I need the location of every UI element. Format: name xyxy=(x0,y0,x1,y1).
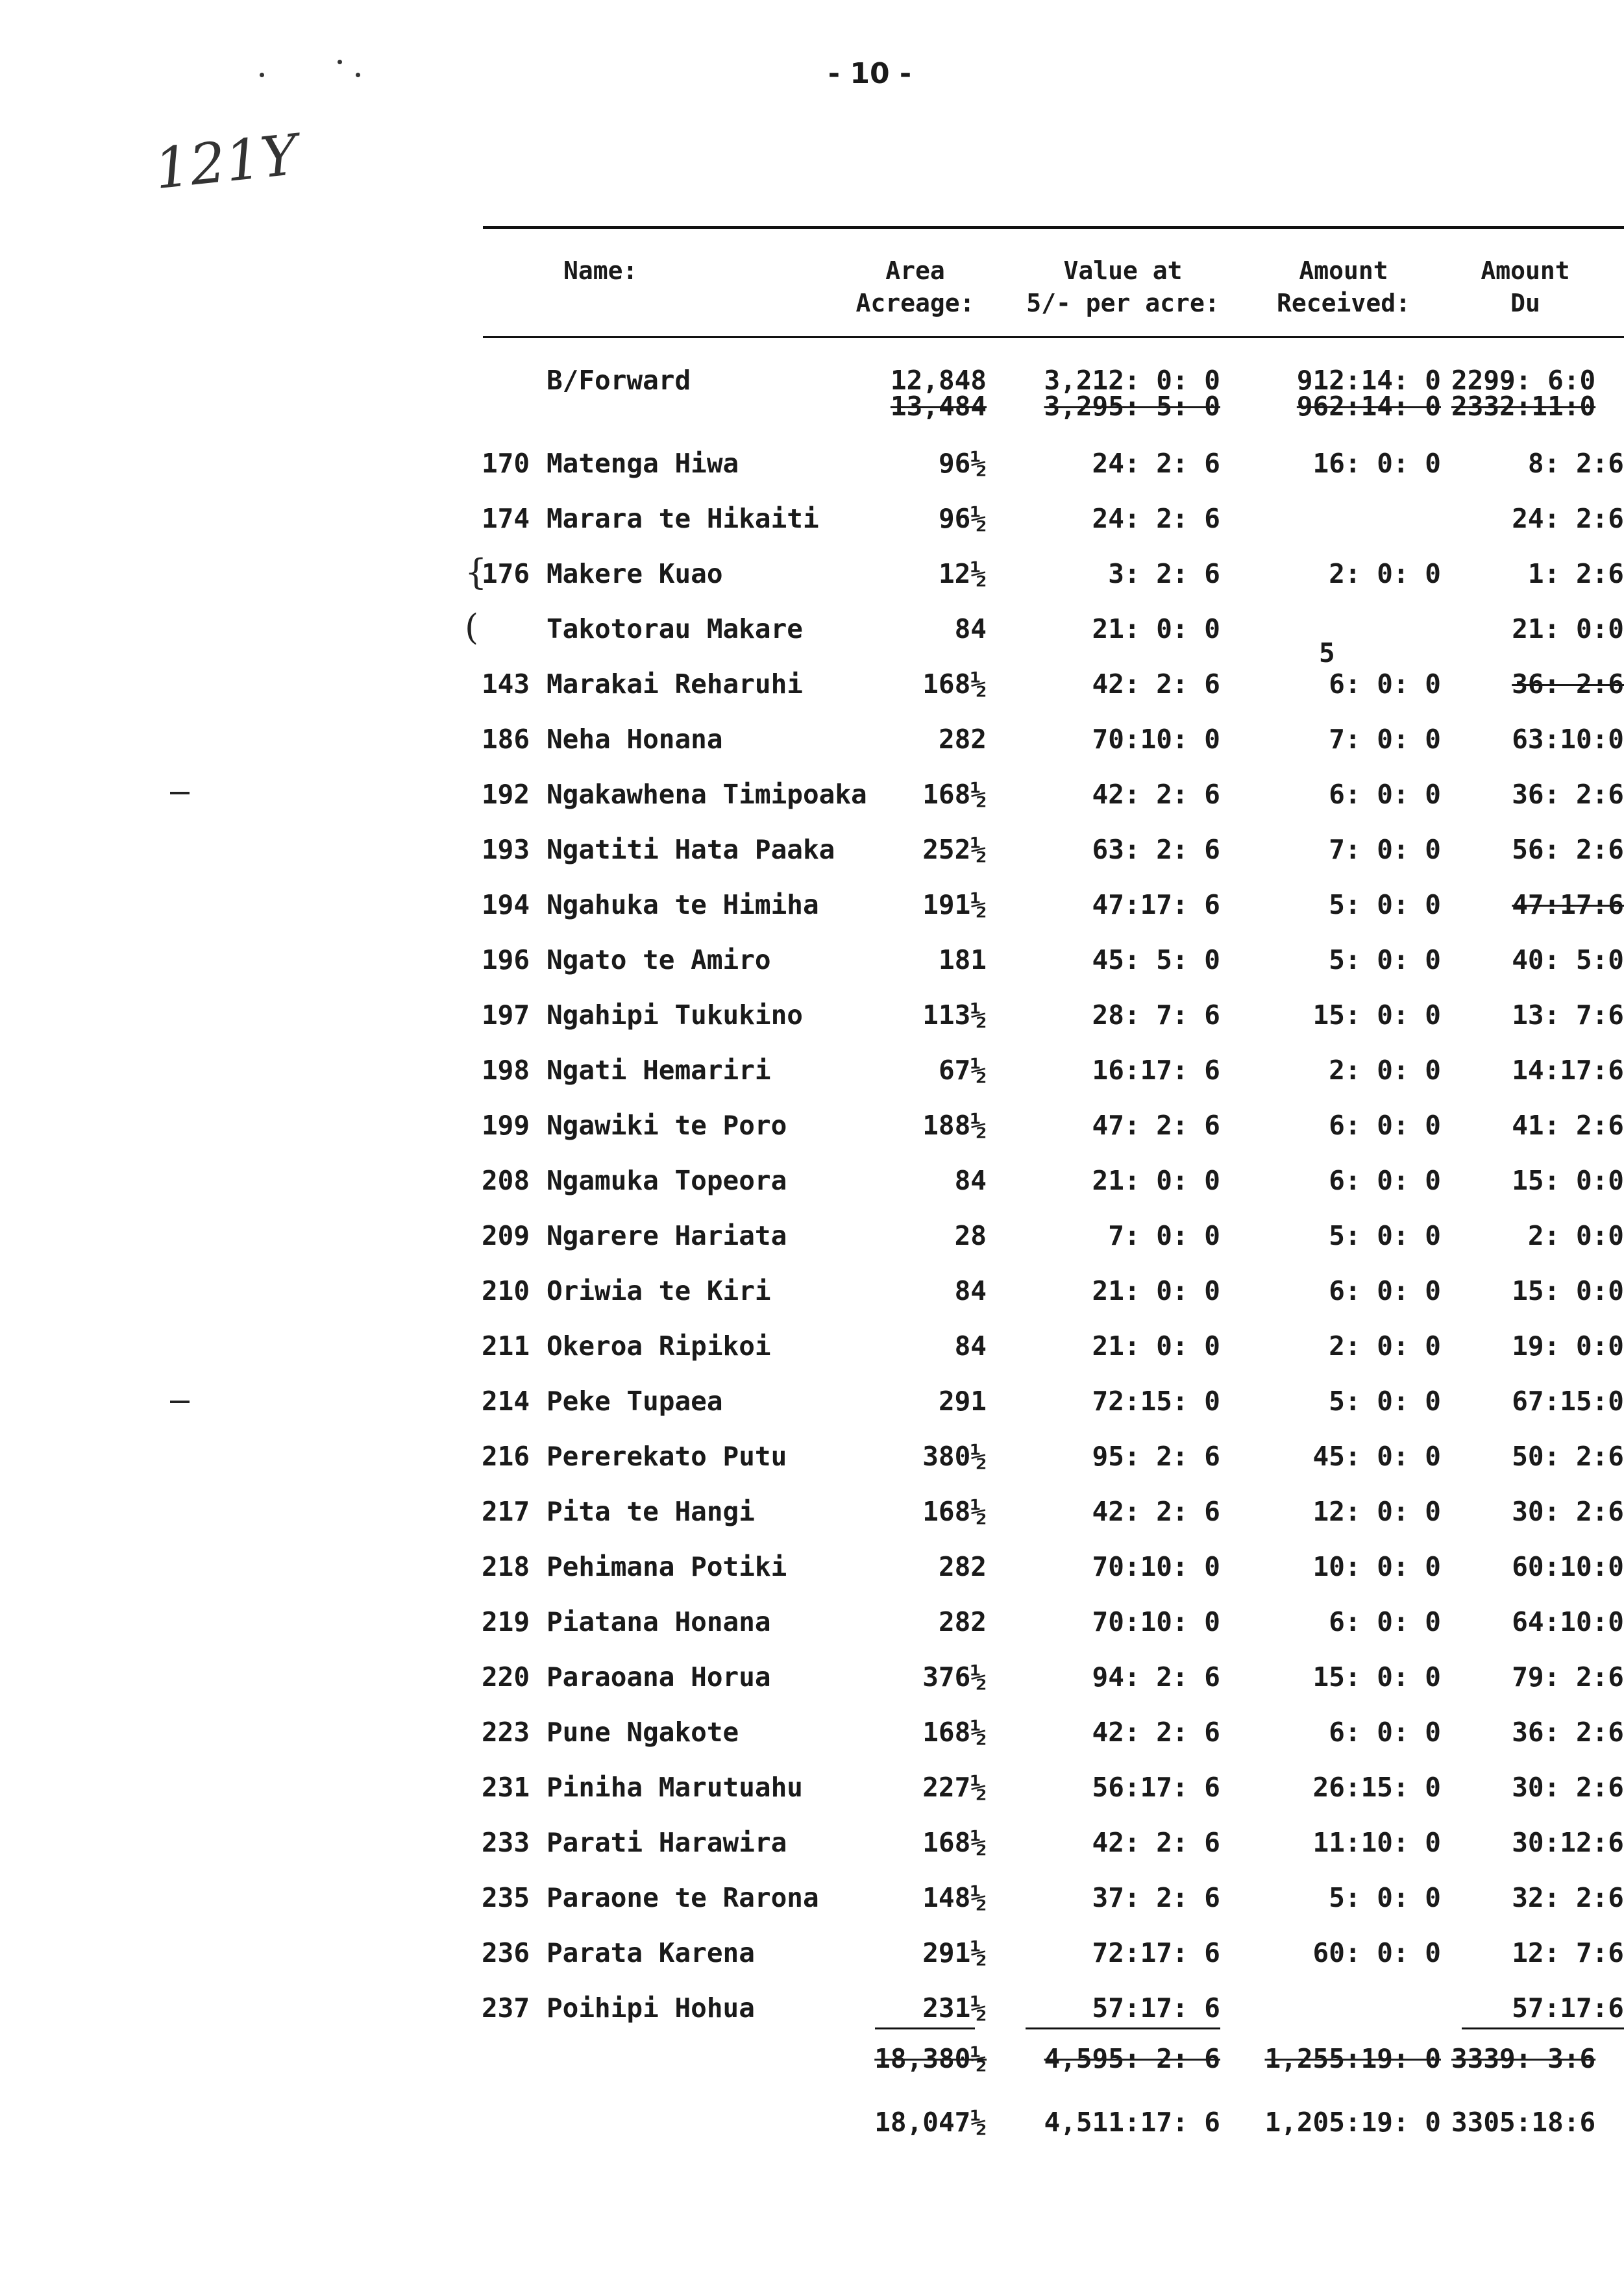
row-value: 47:17: 6 xyxy=(1092,889,1220,920)
row-area: 168½ xyxy=(922,1496,987,1527)
total-line-value xyxy=(1026,2027,1220,2029)
row-number: 210 xyxy=(482,1275,530,1306)
row-area: 28 xyxy=(954,1220,987,1251)
row-area: 96½ xyxy=(938,503,987,534)
row-value: 57:17: 6 xyxy=(1092,1992,1220,2024)
row-value: 37: 2: 6 xyxy=(1092,1882,1220,1913)
row-due: 64:10:0 xyxy=(1512,1606,1624,1637)
row-due: 24: 2:6 xyxy=(1512,503,1624,534)
row-name: Ngarere Hariata xyxy=(547,1220,787,1251)
row-number: 233 xyxy=(482,1827,530,1858)
row-due: 2: 0:0 xyxy=(1527,1220,1624,1251)
row-number: 176 xyxy=(482,558,530,589)
row-number: 231 xyxy=(482,1772,530,1803)
row-received: 11:10: 0 xyxy=(1312,1827,1441,1858)
row-area: 282 xyxy=(938,724,987,755)
row-area: 96½ xyxy=(938,448,987,479)
row-received: 26:15: 0 xyxy=(1312,1772,1441,1803)
row-received: 2: 0: 0 xyxy=(1329,1330,1441,1362)
row-number: 216 xyxy=(482,1441,530,1472)
row-number: 193 xyxy=(482,834,530,865)
row-area: 181 xyxy=(938,944,987,975)
row-name: Peke Tupaea xyxy=(547,1386,723,1417)
row-number: 192 xyxy=(482,779,530,810)
total-value: 4,511:17: 6 xyxy=(1044,2107,1220,2138)
row-area: 188½ xyxy=(922,1110,987,1141)
row-area: 168½ xyxy=(922,1827,987,1858)
row-received: 6: 0: 0 xyxy=(1329,1717,1441,1748)
row-received: 45: 0: 0 xyxy=(1312,1441,1441,1472)
row-due: 41: 2:6 xyxy=(1512,1110,1624,1141)
row-due: 40: 5:0 xyxy=(1512,944,1624,975)
row-number: 219 xyxy=(482,1606,530,1637)
total-due: 3305:18:6 xyxy=(1451,2107,1596,2138)
row-received: 5: 0: 0 xyxy=(1329,1882,1441,1913)
row-name: Parati Harawira xyxy=(547,1827,787,1858)
row-value: 47: 2: 6 xyxy=(1092,1110,1220,1141)
row-received: 6: 0: 0 xyxy=(1329,1275,1441,1306)
row-due: 13: 7:6 xyxy=(1512,999,1624,1031)
row-due: 67:15:0 xyxy=(1512,1386,1624,1417)
row-due: 50: 2:6 xyxy=(1512,1441,1624,1472)
row-value: 28: 7: 6 xyxy=(1092,999,1220,1031)
row-name: Pererekato Putu xyxy=(547,1441,787,1472)
row-number: 214 xyxy=(482,1386,530,1417)
header-received: Amount Received: xyxy=(1277,256,1410,317)
row-due: 63:10:0 xyxy=(1512,724,1624,755)
row-area: 113½ xyxy=(922,999,987,1031)
bf-received-struck: 962:14: 0 xyxy=(1296,391,1441,422)
row-name: Ngato te Amiro xyxy=(547,944,771,975)
row-number: 174 xyxy=(482,503,530,534)
row-name: Takotorau Makare xyxy=(547,613,803,644)
row-due: 36: 2:6 xyxy=(1512,779,1624,810)
row-number: 220 xyxy=(482,1661,530,1693)
total-line-due xyxy=(1462,2027,1624,2029)
bf-value: 3,212: 0: 0 xyxy=(1044,365,1220,396)
row-name: Pehimana Potiki xyxy=(547,1551,787,1582)
row-name: Ngawiki te Poro xyxy=(547,1110,787,1141)
total-struck-due: 3339: 3:6 xyxy=(1451,2043,1596,2074)
row-name: Pita te Hangi xyxy=(547,1496,755,1527)
stray-mark xyxy=(356,73,360,77)
header-due: Amount Du xyxy=(1481,256,1570,317)
row-area: 168½ xyxy=(922,779,987,810)
row-name: Neha Honana xyxy=(547,724,723,755)
row-name: Piniha Marutuahu xyxy=(547,1772,803,1803)
row-due: 36: 2:6 xyxy=(1512,1717,1624,1748)
row-value: 72:15: 0 xyxy=(1092,1386,1220,1417)
row-number: 194 xyxy=(482,889,530,920)
row-due: 32: 2:6 xyxy=(1512,1882,1624,1913)
row-due: 79: 2:6 xyxy=(1512,1661,1624,1693)
bf-area: 12,848 xyxy=(890,365,987,396)
row-area: 282 xyxy=(938,1551,987,1582)
bf-area-struck: 13,484 xyxy=(890,391,987,422)
row-area: 168½ xyxy=(922,668,987,700)
row-area: 191½ xyxy=(922,889,987,920)
row-value: 24: 2: 6 xyxy=(1092,503,1220,534)
row-number: 170 xyxy=(482,448,530,479)
total-line-area xyxy=(875,2027,975,2029)
row-received: 2: 0: 0 xyxy=(1329,1055,1441,1086)
row-received: 15: 0: 0 xyxy=(1312,999,1441,1031)
row-name: Ngakawhena Timipoaka xyxy=(547,779,867,810)
total-received: 1,205:19: 0 xyxy=(1264,2107,1441,2138)
row-received: 15: 0: 0 xyxy=(1312,1661,1441,1693)
row-area: 231½ xyxy=(922,1992,987,2024)
header-area: Area Acreage: xyxy=(855,256,975,317)
row-area: 376½ xyxy=(922,1661,987,1693)
bf-name: B/Forward xyxy=(547,365,691,396)
row-due: 60:10:0 xyxy=(1512,1551,1624,1582)
row-due: 1: 2:6 xyxy=(1527,558,1624,589)
row-number: 199 xyxy=(482,1110,530,1141)
bf-received: 912:14: 0 xyxy=(1296,365,1441,396)
row-due: 21: 0:0 xyxy=(1512,613,1624,644)
row-area: 148½ xyxy=(922,1882,987,1913)
row-area: 84 xyxy=(954,1275,987,1306)
header-value: Value at 5/- per acre: xyxy=(1026,256,1220,317)
bf-value-struck: 3,295: 5: 0 xyxy=(1044,391,1220,422)
row-value: 7: 0: 0 xyxy=(1108,1220,1220,1251)
row-received: 60: 0: 0 xyxy=(1312,1937,1441,1968)
row-number: 211 xyxy=(482,1330,530,1362)
row-area: 84 xyxy=(954,1165,987,1196)
row-name: Ngamuka Topeora xyxy=(547,1165,787,1196)
row-name: Parata Karena xyxy=(547,1937,755,1968)
table-top-rule xyxy=(483,226,1624,229)
row-number: 209 xyxy=(482,1220,530,1251)
row-value: 45: 5: 0 xyxy=(1092,944,1220,975)
row-received: 6: 0: 0 xyxy=(1329,1606,1441,1637)
row-name: Ngatiti Hata Paaka xyxy=(547,834,835,865)
row-value: 21: 0: 0 xyxy=(1092,1165,1220,1196)
row-area: 67½ xyxy=(938,1055,987,1086)
row-number: 235 xyxy=(482,1882,530,1913)
bf-due-struck: 2332:11:0 xyxy=(1451,391,1596,422)
row-due: 57:17:6 xyxy=(1512,1992,1624,2024)
total-struck-value: 4,595: 2: 6 xyxy=(1044,2043,1220,2074)
row-value: 70:10: 0 xyxy=(1092,724,1220,755)
row-received: 6: 0: 0 xyxy=(1329,779,1441,810)
row-received-correction: 5 xyxy=(1319,637,1335,668)
handwritten-note: 121Y xyxy=(151,122,301,202)
row-area: 252½ xyxy=(922,834,987,865)
row-name: Ngahuka te Himiha xyxy=(547,889,819,920)
row-value: 42: 2: 6 xyxy=(1092,1496,1220,1527)
row-value: 21: 0: 0 xyxy=(1092,613,1220,644)
row-area: 291 xyxy=(938,1386,987,1417)
row-number: 223 xyxy=(482,1717,530,1748)
row-value: 63: 2: 6 xyxy=(1092,834,1220,865)
row-area: 12½ xyxy=(938,558,987,589)
row-value: 42: 2: 6 xyxy=(1092,779,1220,810)
row-name: Marakai Reharuhi xyxy=(547,668,803,700)
row-area: 84 xyxy=(954,1330,987,1362)
row-value: 94: 2: 6 xyxy=(1092,1661,1220,1693)
row-name: Matenga Hiwa xyxy=(547,448,739,479)
row-due: 30: 2:6 xyxy=(1512,1496,1624,1527)
row-name: Paraoana Horua xyxy=(547,1661,771,1693)
header-name: Name: xyxy=(563,256,638,285)
row-value: 42: 2: 6 xyxy=(1092,1827,1220,1858)
row-name: Oriwia te Kiri xyxy=(547,1275,771,1306)
row-received: 6: 0: 0 xyxy=(1329,1165,1441,1196)
row-value: 72:17: 6 xyxy=(1092,1937,1220,1968)
row-area: 227½ xyxy=(922,1772,987,1803)
row-number: 218 xyxy=(482,1551,530,1582)
row-area: 84 xyxy=(954,613,987,644)
row-due: 56: 2:6 xyxy=(1512,834,1624,865)
row-value: 21: 0: 0 xyxy=(1092,1330,1220,1362)
stray-mark xyxy=(338,60,342,64)
row-due: 15: 0:0 xyxy=(1512,1165,1624,1196)
header-bottom-rule xyxy=(483,336,1624,338)
row-area: 291½ xyxy=(922,1937,987,1968)
row-number: 143 xyxy=(482,668,530,700)
row-received: 7: 0: 0 xyxy=(1329,834,1441,865)
row-received: 7: 0: 0 xyxy=(1329,724,1441,755)
row-bracket: ( xyxy=(465,607,479,648)
row-number: 208 xyxy=(482,1165,530,1196)
row-received: 5: 0: 0 xyxy=(1329,889,1441,920)
row-received: 5: 0: 0 xyxy=(1329,944,1441,975)
row-number: 198 xyxy=(482,1055,530,1086)
row-bracket: { xyxy=(465,552,487,593)
row-number: 196 xyxy=(482,944,530,975)
row-value: 21: 0: 0 xyxy=(1092,1275,1220,1306)
row-due: 47:17:6 xyxy=(1512,889,1624,920)
row-value: 95: 2: 6 xyxy=(1092,1441,1220,1472)
stray-mark xyxy=(170,1401,190,1403)
total-area: 18,047½ xyxy=(874,2107,987,2138)
row-received: 6: 0: 0 xyxy=(1329,668,1441,700)
bf-due: 2299: 6:0 xyxy=(1451,365,1596,396)
row-name: Makere Kuao xyxy=(547,558,723,589)
row-number: 217 xyxy=(482,1496,530,1527)
row-name: Ngati Hemariri xyxy=(547,1055,771,1086)
row-due: 8: 2:6 xyxy=(1527,448,1624,479)
row-name: Pune Ngakote xyxy=(547,1717,739,1748)
row-number: 197 xyxy=(482,999,530,1031)
page-number: - 10 - xyxy=(828,57,912,90)
row-name: Okeroa Ripikoi xyxy=(547,1330,771,1362)
row-name: Paraone te Rarona xyxy=(547,1882,819,1913)
row-due: 14:17:6 xyxy=(1512,1055,1624,1086)
row-name: Marara te Hikaiti xyxy=(547,503,819,534)
row-name: Piatana Honana xyxy=(547,1606,771,1637)
row-received: 6: 0: 0 xyxy=(1329,1110,1441,1141)
row-value: 42: 2: 6 xyxy=(1092,1717,1220,1748)
row-value: 3: 2: 6 xyxy=(1108,558,1220,589)
row-number: 237 xyxy=(482,1992,530,2024)
row-name: Poihipi Hohua xyxy=(547,1992,755,2024)
stray-mark xyxy=(170,792,190,794)
row-area: 282 xyxy=(938,1606,987,1637)
stray-mark xyxy=(260,73,264,77)
row-value: 70:10: 0 xyxy=(1092,1606,1220,1637)
row-due: 36: 2:6 xyxy=(1512,668,1624,700)
row-received: 5: 0: 0 xyxy=(1329,1220,1441,1251)
row-area: 380½ xyxy=(922,1441,987,1472)
row-number: 186 xyxy=(482,724,530,755)
row-received: 12: 0: 0 xyxy=(1312,1496,1441,1527)
row-value: 24: 2: 6 xyxy=(1092,448,1220,479)
row-value: 70:10: 0 xyxy=(1092,1551,1220,1582)
row-value: 16:17: 6 xyxy=(1092,1055,1220,1086)
row-received: 10: 0: 0 xyxy=(1312,1551,1441,1582)
row-value: 56:17: 6 xyxy=(1092,1772,1220,1803)
row-value: 42: 2: 6 xyxy=(1092,668,1220,700)
row-due: 30: 2:6 xyxy=(1512,1772,1624,1803)
row-due: 30:12:6 xyxy=(1512,1827,1624,1858)
row-due: 12: 7:6 xyxy=(1512,1937,1624,1968)
row-received: 2: 0: 0 xyxy=(1329,558,1441,589)
row-due: 15: 0:0 xyxy=(1512,1275,1624,1306)
row-received: 16: 0: 0 xyxy=(1312,448,1441,479)
total-struck-received: 1,255:19: 0 xyxy=(1264,2043,1441,2074)
row-name: Ngahipi Tukukino xyxy=(547,999,803,1031)
total-struck-area: 18,380½ xyxy=(874,2043,987,2074)
row-area: 168½ xyxy=(922,1717,987,1748)
row-number: 236 xyxy=(482,1937,530,1968)
row-received: 5: 0: 0 xyxy=(1329,1386,1441,1417)
row-due: 19: 0:0 xyxy=(1512,1330,1624,1362)
